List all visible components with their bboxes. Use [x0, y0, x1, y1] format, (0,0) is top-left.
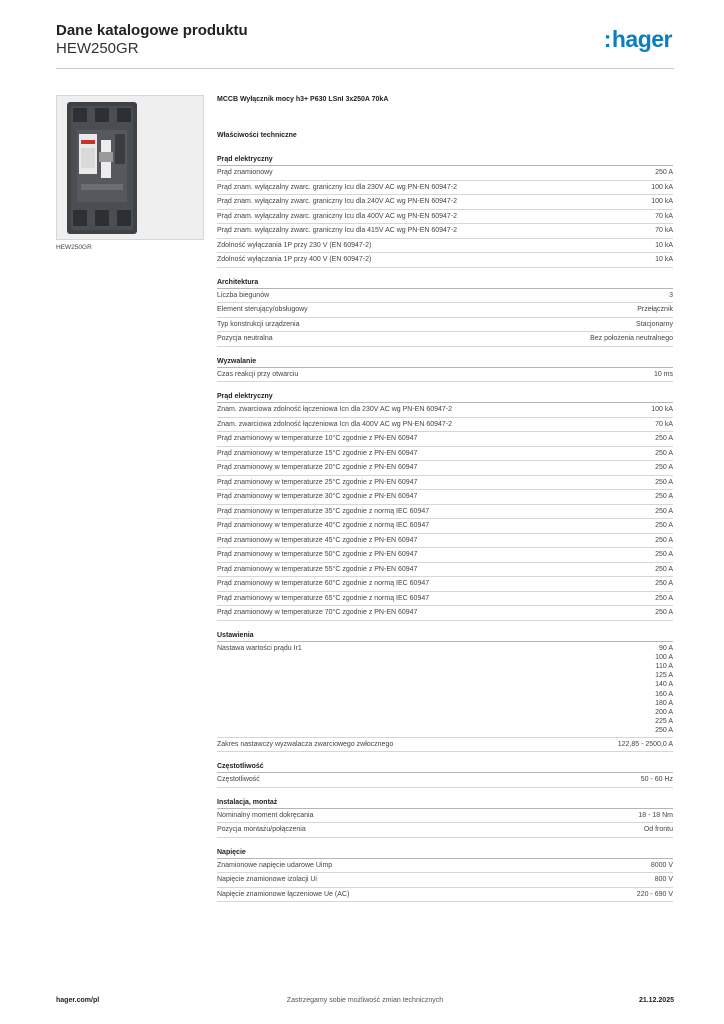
spec-value-item: 250 A — [655, 609, 673, 616]
spec-label: Prąd znamionowy w temperaturze 45°C zgodnie z PN-EN 60947 — [217, 536, 418, 544]
header-divider — [56, 68, 674, 69]
logo-text: hager — [611, 26, 672, 52]
spec-row — [217, 166, 673, 181]
spec-section — [217, 761, 673, 788]
spec-label: Prąd znamionowy w temperaturze 65°C zgodnie z normą IEC 60947 — [217, 594, 430, 602]
spec-row — [217, 823, 673, 838]
spec-row — [217, 534, 673, 549]
spec-value-item: 250 A — [655, 551, 673, 558]
section-title: Wyzwalanie — [217, 356, 673, 368]
spec-value — [655, 505, 673, 519]
technical-properties-heading: Właściwości techniczne — [217, 132, 297, 139]
spec-value — [655, 239, 673, 253]
spec-value — [618, 738, 673, 752]
product-image — [56, 95, 204, 240]
spec-row — [217, 888, 673, 903]
spec-row — [217, 418, 673, 433]
spec-value-item: 110 A — [655, 662, 673, 670]
spec-label: Prąd znamionowy w temperaturze 55°C zgodnie z PN-EN 60947 — [217, 565, 418, 573]
spec-value-item: 125 A — [655, 672, 673, 680]
spec-label: Liczba biegunów — [217, 291, 270, 299]
spec-value-item: 10 kA — [655, 241, 673, 249]
spec-row — [217, 253, 673, 268]
spec-label: Prąd znam. wyłączalny zwarc. graniczny Icu dla 240V AC wg PN-EN 60947-2 — [217, 198, 458, 205]
spec-row — [217, 195, 673, 210]
spec-value — [636, 318, 673, 332]
section-title: Architektura — [217, 277, 673, 289]
spec-row — [217, 873, 673, 888]
spec-value-item: 70 kA — [655, 420, 673, 428]
spec-row — [217, 368, 673, 383]
spec-value-item: 250 A — [655, 727, 673, 735]
spec-section — [217, 356, 673, 383]
spec-label: Typ konstrukcji urządzenia — [217, 320, 300, 328]
spec-value-item: 90 A — [658, 644, 673, 652]
spec-value — [651, 403, 673, 417]
spec-label: Pozycja montażu/połączenia — [217, 826, 306, 834]
section-title: Częstotliwość — [217, 761, 673, 773]
spec-value-item: 160 A — [655, 690, 673, 698]
spec-value — [655, 461, 673, 475]
spec-row — [217, 210, 673, 225]
spec-value — [638, 809, 673, 823]
spec-value — [641, 773, 673, 787]
spec-value-item: 10 ms — [653, 370, 673, 378]
spec-value — [655, 873, 673, 887]
spec-value-item: 250 A — [655, 536, 673, 544]
spec-value-item: 8000 V — [650, 861, 673, 869]
hager-logo — [604, 26, 672, 53]
spec-row — [217, 303, 673, 318]
spec-value — [655, 166, 673, 180]
spec-label: Nastawa wartości prądu Ir1 — [217, 644, 302, 652]
spec-label: Znam. zwarciowa zdolność łączeniowa Icn dla 400V AC wg PN-EN 60947-2 — [217, 420, 453, 428]
spec-label: Prąd znamionowy w temperaturze 70°C zgodnie z PN-EN 60947 — [217, 609, 418, 616]
spec-value-item: Bez położenia neutralnego — [590, 335, 673, 342]
spec-value-item: 100 kA — [651, 406, 673, 413]
spec-label: Prąd znamionowy w temperaturze 20°C zgodnie z PN-EN 60947 — [217, 464, 418, 471]
spec-row — [217, 318, 673, 333]
spec-value-item: 10 kA — [655, 256, 673, 263]
spec-value — [655, 577, 673, 591]
spec-value-item: Od frontu — [643, 826, 673, 834]
spec-row — [217, 642, 673, 738]
spec-label: Element sterujący/obsługowy — [217, 306, 308, 313]
spec-value-item: 800 V — [654, 876, 673, 884]
section-title: Prąd elektryczny — [217, 391, 673, 403]
spec-value — [637, 303, 673, 317]
spec-section — [217, 277, 673, 347]
spec-value-item: 50 - 60 Hz — [640, 776, 673, 784]
section-title: Prąd elektryczny — [217, 154, 673, 166]
spec-label: Prąd znamionowy w temperaturze 40°C zgodnie z normą IEC 60947 — [217, 522, 430, 529]
spec-section — [217, 630, 673, 753]
spec-row — [217, 332, 673, 347]
spec-value — [651, 859, 673, 873]
spec-row — [217, 505, 673, 520]
spec-value — [655, 606, 673, 620]
spec-value-item: 70 kA — [655, 212, 673, 220]
spec-value — [655, 563, 673, 577]
spec-label: Prąd znamionowy w temperaturze 25°C zgodnie z PN-EN 60947 — [217, 478, 418, 486]
spec-value-item: 250 A — [655, 594, 673, 602]
spec-value — [644, 823, 673, 837]
spec-value — [655, 476, 673, 490]
spec-label: Prąd znamionowy w temperaturze 30°C zgodnie z PN-EN 60947 — [217, 493, 418, 500]
spec-value-item: 250 A — [655, 580, 673, 587]
logo-colon-mark: : — [603, 26, 611, 52]
spec-section — [217, 154, 673, 268]
spec-section — [217, 797, 673, 838]
spec-value-item: 250 A — [655, 449, 673, 457]
footer-date: 21.12.2025 — [638, 997, 674, 1004]
spec-row — [217, 461, 673, 476]
spec-row — [217, 773, 673, 788]
spec-value — [655, 432, 673, 446]
spec-label: Znam. zwarciowa zdolność łączeniowa Icn dla 230V AC wg PN-EN 60947-2 — [217, 406, 453, 413]
spec-row — [217, 490, 673, 505]
spec-label: Prąd znam. wyłączalny zwarc. graniczny Icu dla 400V AC wg PN-EN 60947-2 — [217, 212, 458, 220]
spec-row — [217, 563, 673, 578]
spec-value-item: 250 A — [655, 169, 673, 176]
spec-label: Napięcie znamionowe izolacji Ui — [217, 876, 317, 884]
spec-row — [217, 738, 673, 753]
spec-section — [217, 847, 673, 903]
spec-label: Częstotliwość — [217, 776, 260, 784]
spec-value — [655, 592, 673, 606]
footer-website-link[interactable]: hager.com/pl — [56, 997, 100, 1004]
spec-value — [637, 888, 673, 902]
spec-row — [217, 447, 673, 462]
specifications — [217, 95, 673, 911]
spec-label: Prąd znam. wyłączalny zwarc. graniczny Icu dla 230V AC wg PN-EN 60947-2 — [217, 183, 458, 191]
spec-row — [217, 592, 673, 607]
spec-row — [217, 859, 673, 874]
spec-label: Prąd znamionowy w temperaturze 10°C zgodnie z PN-EN 60947 — [217, 435, 418, 442]
spec-value-item: 225 A — [655, 718, 673, 726]
spec-value-item: 250 A — [655, 522, 673, 529]
spec-value-item: 100 kA — [651, 198, 673, 205]
spec-value — [651, 181, 673, 195]
spec-label: Zdolność wyłączania 1P przy 230 V (EN 60947-2) — [217, 241, 372, 249]
spec-row — [217, 476, 673, 491]
spec-value — [654, 368, 673, 382]
product-code: HEW250GR — [56, 40, 139, 57]
spec-row — [217, 432, 673, 447]
spec-row — [217, 519, 673, 534]
spec-label: Prąd znamionowy w temperaturze 15°C zgodnie z PN-EN 60947 — [217, 449, 418, 457]
spec-value-item: 18 - 18 Nm — [638, 811, 673, 819]
spec-value — [655, 519, 673, 533]
spec-row — [217, 809, 673, 824]
spec-value — [655, 418, 673, 432]
spec-row — [217, 289, 673, 304]
section-title: Napięcie — [217, 847, 673, 859]
product-image-caption: HEW250GR — [56, 244, 92, 251]
spec-label: Prąd znamionowy w temperaturze 35°C zgodnie z normą IEC 60947 — [217, 507, 430, 515]
spec-value — [655, 210, 673, 224]
spec-value-item: 140 A — [655, 681, 673, 689]
spec-label: Zdolność wyłączania 1P przy 400 V (EN 60947-2) — [217, 256, 372, 263]
spec-label: Nominalny moment dokręcania — [217, 811, 314, 819]
spec-label: Prąd znam. wyłączalny zwarc. graniczny Icu dla 415V AC wg PN-EN 60947-2 — [217, 227, 458, 234]
spec-label: Prąd znamionowy — [217, 169, 273, 176]
spec-value-item: 100 kA — [651, 183, 673, 191]
spec-section — [217, 391, 673, 621]
spec-value — [651, 195, 673, 209]
spec-value — [655, 447, 673, 461]
spec-row — [217, 403, 673, 418]
spec-row — [217, 606, 673, 621]
spec-value-item: 250 A — [655, 435, 673, 442]
spec-value-item: 250 A — [655, 507, 673, 515]
spec-sections — [217, 154, 673, 902]
document-footer — [56, 997, 674, 1009]
spec-value-item: Stacjonarny — [636, 320, 673, 328]
spec-value-item: Przełącznik — [637, 306, 673, 313]
spec-value-item: 100 A — [655, 653, 673, 661]
spec-label: Znamionowe napięcie udarowe Uimp — [217, 861, 333, 869]
footer-disclaimer: Zastrzegamy sobie możliwość zmian technicznych — [286, 997, 444, 1004]
spec-value-item: 220 - 690 V — [636, 890, 673, 898]
spec-value — [655, 490, 673, 504]
section-title: Instalacja, montaż — [217, 797, 673, 809]
spec-value-item: 250 A — [655, 565, 673, 573]
spec-value-item: 250 A — [655, 478, 673, 486]
spec-value — [590, 332, 673, 346]
spec-value-item: 3 — [669, 291, 673, 299]
spec-value — [655, 224, 673, 238]
product-name: MCCB Wyłącznik mocy h3+ P630 LSnI 3x250A 70kA — [217, 96, 389, 103]
spec-value-item: 70 kA — [655, 227, 673, 234]
spec-label: Napięcie znamionowe łączeniowe Ue (AC) — [217, 890, 350, 898]
spec-label: Czas reakcji przy otwarciu — [217, 370, 299, 378]
spec-label: Prąd znamionowy w temperaturze 50°C zgodnie z PN-EN 60947 — [217, 551, 418, 558]
spec-row — [217, 548, 673, 563]
spec-value — [655, 642, 673, 737]
spec-row — [217, 181, 673, 196]
spec-value — [669, 289, 673, 303]
document-title: Dane katalogowe produktu — [56, 22, 248, 39]
spec-value — [655, 534, 673, 548]
spec-label: Pozycja neutralna — [217, 335, 273, 342]
spec-row — [217, 224, 673, 239]
spec-label: Zakres nastawczy wyzwalacza zwarciowego zwłocznego — [217, 740, 394, 748]
breaker-illustration — [57, 96, 203, 239]
spec-value — [655, 548, 673, 562]
spec-value-item: 122,85 - 2500,0 A — [617, 740, 673, 748]
spec-row — [217, 239, 673, 254]
spec-value-item: 250 A — [655, 493, 673, 500]
spec-value-item: 180 A — [655, 699, 673, 707]
document-header — [56, 22, 674, 68]
spec-row — [217, 577, 673, 592]
section-title: Ustawienia — [217, 630, 673, 642]
spec-value-item: 200 A — [655, 708, 673, 716]
spec-value — [655, 253, 673, 267]
spec-value-item: 250 A — [655, 464, 673, 471]
spec-label: Prąd znamionowy w temperaturze 60°C zgodnie z normą IEC 60947 — [217, 580, 430, 587]
